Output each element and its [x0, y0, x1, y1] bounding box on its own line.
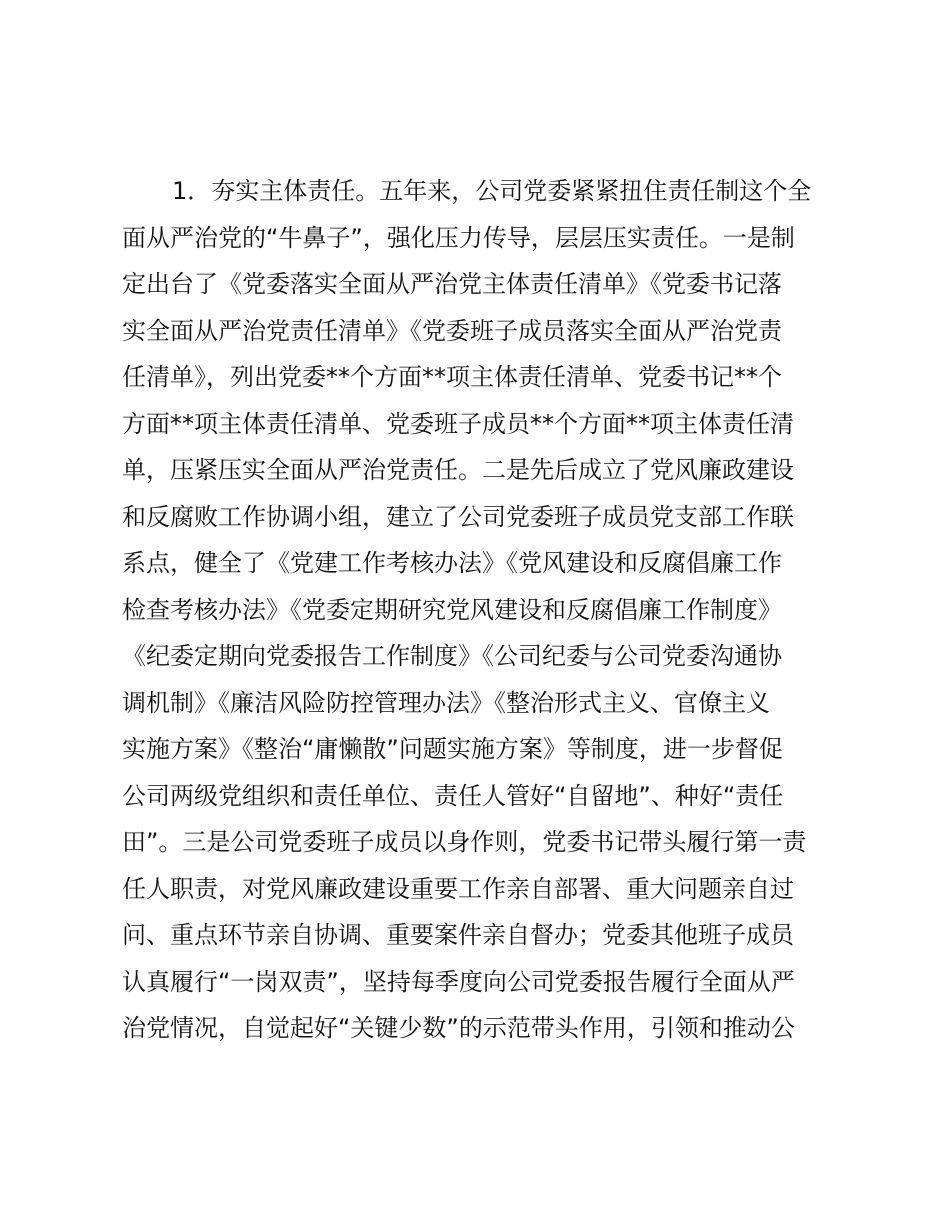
- text-line: 定出台了《党委落实全面从严治党主体责任清单》《党委书记落: [122, 270, 782, 298]
- text-line: 田”。三是公司党委班子成员以身作则，党委书记带头履行第一责: [122, 828, 807, 856]
- text-line: 检查考核办法》《党委定期研究党风建设和反腐倡廉工作制度》: [122, 595, 782, 624]
- text-line: 治党情况，自觉起好“关键少数”的示范带头作用，引领和推动公: [122, 1014, 795, 1042]
- text-line: 调机制》《廉洁风险防控管理办法》《整治形式主义、官僚主义: [122, 688, 770, 717]
- text-line: 实施方案》《整治“庸懒散”问题实施方案》等制度，进一步督促: [122, 735, 783, 763]
- text-line: 单，压紧压实全面从严治党责任。二是先后成立了党风廉政建设: [122, 456, 794, 484]
- text-line: 公司两级党组织和责任单位、责任人管好“自留地”、种好“责任: [122, 781, 784, 810]
- text-line: 认真履行“一岗双责”，坚持每季度向公司党委报告履行全面从严: [122, 967, 795, 996]
- text-line: 面从严治党的“牛鼻子”，强化压力传导，层层压实责任。一是制: [122, 223, 795, 252]
- text-line: 问、重点环节亲自协调、重要案件亲自督办；党委其他班子成员: [122, 921, 794, 949]
- text-line: 和反腐败工作协调小组，建立了公司党委班子成员党支部工作联: [122, 502, 794, 531]
- text-line: 1．夯实主体责任。五年来，公司党委紧紧扭住责任制这个全: [172, 177, 812, 205]
- text-line: 《纪委定期向党委报告工作制度》《公司纪委与公司党委沟通协: [122, 642, 782, 670]
- text-line: 方面**项主体责任清单、党委班子成员**个方面**项主体责任清: [122, 409, 794, 438]
- text-line: 系点，健全了《党建工作考核办法》《党风建设和反腐倡廉工作: [122, 549, 782, 577]
- text-line: 任清单》，列出党委**个方面**项主体责任清单、党委书记**个: [122, 363, 782, 391]
- text-line: 任人职责，对党风廉政建设重要工作亲自部署、重大问题亲自过: [122, 874, 794, 903]
- text-line: 实全面从严治党责任清单》《党委班子成员落实全面从严治党责: [122, 316, 782, 345]
- body-paragraph: [122, 168, 842, 1052]
